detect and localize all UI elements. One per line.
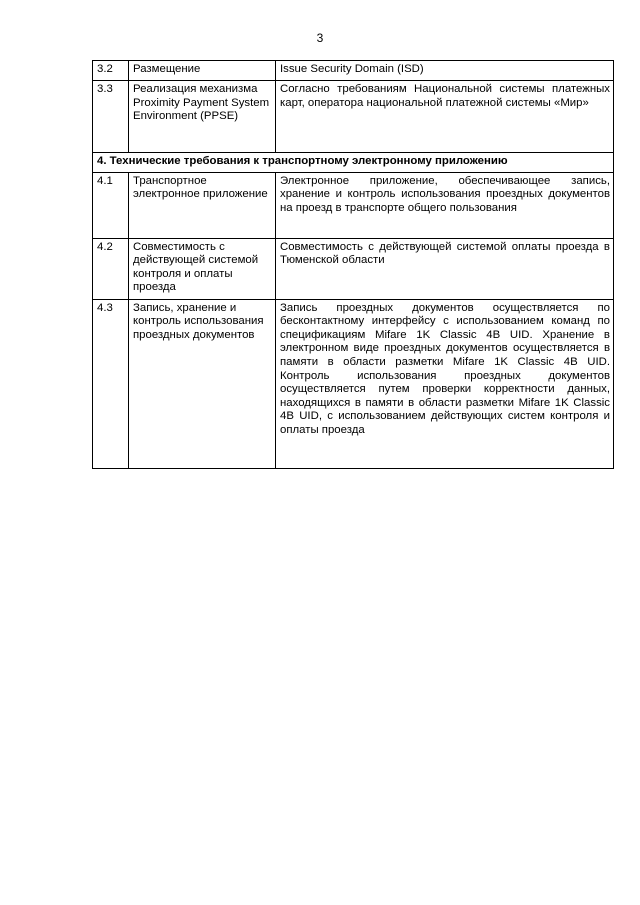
row-number: 3.3 bbox=[93, 81, 129, 153]
page-number: 3 bbox=[316, 31, 324, 45]
table-row bbox=[93, 299, 614, 468]
requirement-name: Запись, хранение и контроль использования проездных документов bbox=[129, 299, 276, 468]
section-title: 4. Технические требования к транспортному электронному приложению bbox=[93, 153, 614, 173]
row-number: 4.3 bbox=[93, 299, 129, 468]
table-row bbox=[93, 238, 614, 299]
row-number: 4.1 bbox=[93, 172, 129, 238]
requirement-description: Совместимость с действующей системой оплаты проезда в Тюменской области bbox=[276, 238, 614, 299]
table-row bbox=[93, 61, 614, 81]
requirement-name: Размещение bbox=[129, 61, 276, 81]
requirement-description: Согласно требованиям Национальной системы платежных карт, оператора национальной платежной системы «Мир» bbox=[276, 81, 614, 153]
requirement-name: Реализация механизма Proximity Payment System Environment (PPSE) bbox=[129, 81, 276, 153]
requirements-table bbox=[92, 60, 614, 469]
row-number: 3.2 bbox=[93, 61, 129, 81]
requirement-description: Запись проездных документов осуществляется по бесконтактному интерфейсу с использованием команд по спецификациям Mifare 1K Classic 4B UID. Хранение в электронном виде проездных документов осуществляется в памяти в области разметки Mifare 1K Classic 4B UID. Контроль использования проездных документов осуществляется путем проверки корректности данных, находящихся в памяти в области разметки Mifare 1K Classic 4B UID, с использованием действующих систем контроля и оплаты проезда bbox=[276, 299, 614, 468]
section-header-row bbox=[93, 153, 614, 173]
row-number: 4.2 bbox=[93, 238, 129, 299]
table-row bbox=[93, 172, 614, 238]
requirement-name: Совместимость с действующей системой контроля и оплаты проезда bbox=[129, 238, 276, 299]
requirement-name: Транспортное электронное приложение bbox=[129, 172, 276, 238]
table-row bbox=[93, 81, 614, 153]
requirement-description: Issue Security Domain (ISD) bbox=[276, 61, 614, 81]
requirement-description: Электронное приложение, обеспечивающее запись, хранение и контроль использования проездных документов на проезд в транспорте общего пользования bbox=[276, 172, 614, 238]
